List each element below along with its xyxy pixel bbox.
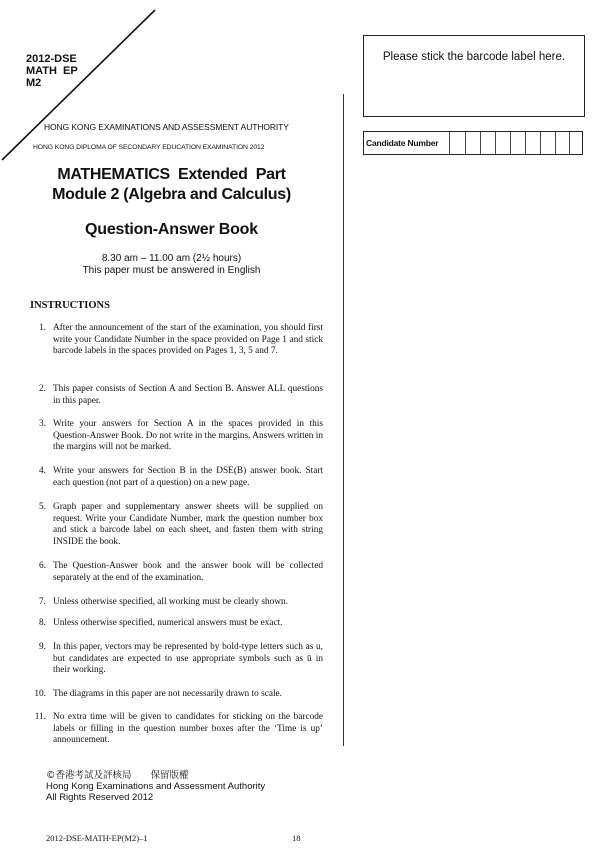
title-line1: MATHEMATICS Extended Part <box>57 166 286 183</box>
title-line2: Module 2 (Algebra and Calculus) <box>52 186 291 203</box>
copyright-rights: All Rights Reserved 2012 <box>46 792 154 803</box>
instruction-text: No extra time will be given to candidates for sticking on the barcode labels or filling in the question number boxes after the ‘Time is up’ announcement. <box>53 712 323 745</box>
instruction-number: 6. <box>39 561 46 571</box>
copyright-block <box>46 770 265 803</box>
candidate-number-cell[interactable] <box>540 132 541 154</box>
paper-footer-code: 2012-DSE-MATH-EP(M2)–1 <box>46 833 148 843</box>
exam-time: 8.30 am – 11.00 am (2½ hours) <box>101 253 242 264</box>
copyright-chinese: ©香港考試及評核局 保留版權 <box>46 770 189 781</box>
instruction-number: 2. <box>39 384 46 394</box>
instruction-text: Write your answers for Section A in the spaces provided in this Question-Answer Book. Do not write in the margins. Answers written in the margins will not be marked. <box>53 419 323 452</box>
instruction-number: 9. <box>39 642 46 652</box>
instruction-text: Graph paper and supplementary answer sheets will be supplied on request. Write your Candidate Number, mark the question number box and stick a barcode label on each sheet, and fasten them with string INSIDE the book. <box>53 502 323 547</box>
candidate-number-cell[interactable] <box>569 132 570 154</box>
page-number: 18 <box>292 833 301 843</box>
paper-code <box>26 53 78 89</box>
candidate-number-cell[interactable] <box>465 132 466 154</box>
authority-name: HONG KONG EXAMINATIONS AND ASSESSMENT AUTHORITY <box>44 122 289 132</box>
instruction-number: 10. <box>34 689 46 699</box>
instruction-number: 5. <box>39 502 46 512</box>
instruction-text: Unless otherwise specified, all working must be clearly shown. <box>53 597 288 607</box>
barcode-label-box[interactable] <box>363 35 585 117</box>
instructions-heading: INSTRUCTIONS <box>30 300 110 311</box>
candidate-number-cell[interactable] <box>449 132 450 154</box>
page-title <box>0 166 343 204</box>
vertical-divider <box>343 94 344 746</box>
instruction-number: 1. <box>39 323 46 333</box>
candidate-number-cell[interactable] <box>480 132 481 154</box>
instruction-number: 7. <box>39 597 46 607</box>
paper-code-line1: 2012-DSE <box>26 53 77 65</box>
instruction-number: 11. <box>34 712 46 722</box>
instruction-text: The diagrams in this paper are not necessarily drawn to scale. <box>53 689 282 699</box>
instruction-text: The Question-Answer book and the answer book will be collected separately at the end of the examination. <box>53 561 323 583</box>
diploma-name: HONG KONG DIPLOMA OF SECONDARY EDUCATION EXAMINATION 2012 <box>33 144 265 151</box>
paper-code-line3: M2 <box>26 77 42 89</box>
instruction-text: After the announcement of the start of the examination, you should first write your Candidate Number in the space provided on Page 1 and stick barcode labels in the spaces provided on Pages 1, 3, 5 and 7. <box>53 323 323 356</box>
instruction-text: In this paper, vectors may be represented by bold-type letters such as u, but candidates are expected to use appropriate symbols such as ū in their working. <box>53 642 323 675</box>
instruction-text: This paper consists of Section A and Section B. Answer ALL questions in this paper. <box>53 384 323 406</box>
book-type: Question-Answer Book <box>85 221 258 238</box>
instruction-number: 4. <box>39 466 46 476</box>
candidate-number-cell[interactable] <box>510 132 511 154</box>
candidate-number-cell[interactable] <box>495 132 496 154</box>
instruction-text: Unless otherwise specified, numerical answers must be exact. <box>53 618 283 628</box>
instruction-number: 8. <box>39 618 46 628</box>
candidate-number-cell[interactable] <box>555 132 556 154</box>
instruction-text: Write your answers for Section B in the DSE(B) answer book. Start each question (not part of a question) on a new page. <box>53 466 323 488</box>
paper-code-line2: MATH EP <box>26 65 78 77</box>
candidate-number-box[interactable] <box>363 131 583 155</box>
copyright-english: Hong Kong Examinations and Assessment Authority <box>46 781 266 792</box>
candidate-number-cell[interactable] <box>525 132 526 154</box>
instruction-number: 3. <box>39 419 46 429</box>
language-note: This paper must be answered in English <box>82 265 261 276</box>
candidate-number-label: Candidate Number <box>366 138 439 148</box>
barcode-label-text: Please stick the barcode label here. <box>382 51 566 63</box>
